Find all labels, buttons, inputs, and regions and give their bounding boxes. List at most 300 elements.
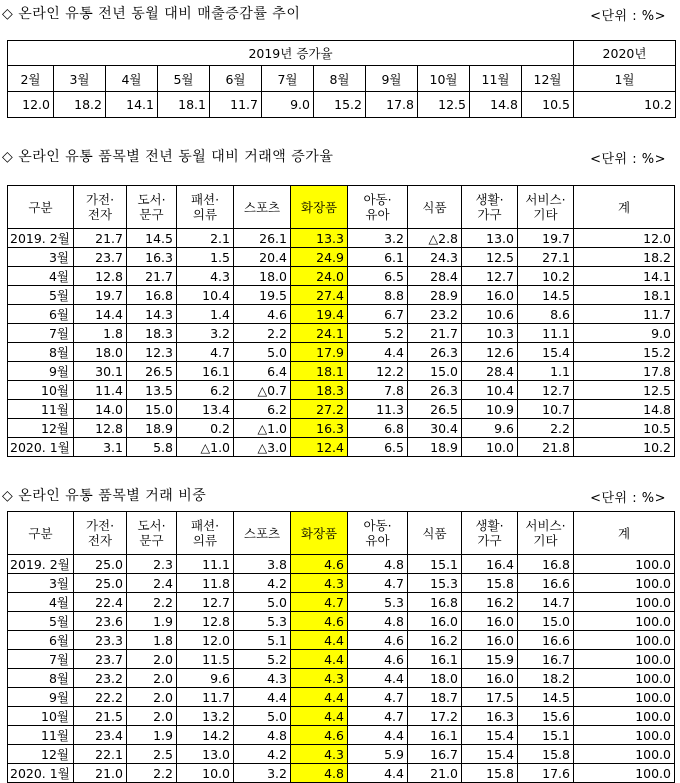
column-header: 도서· 문구 — [127, 186, 177, 229]
cell-value: 4.6 — [291, 555, 348, 574]
cell-value: 15.0 — [518, 612, 574, 631]
cell-value: 4.4 — [348, 726, 408, 745]
cell-value: 5.2 — [234, 650, 291, 669]
cell-value: 4.4 — [291, 688, 348, 707]
cell-value: 4.3 — [177, 267, 234, 286]
cell-value: 4.4 — [348, 343, 408, 362]
cell-value: 16.2 — [408, 631, 462, 650]
cell-value: 18.3 — [127, 324, 177, 343]
cell-value: 6.8 — [348, 419, 408, 438]
table-row — [8, 650, 675, 669]
column-header: 서비스· 기타 — [518, 186, 574, 229]
cell-value: 17.6 — [518, 764, 574, 783]
column-header: 계 — [574, 512, 675, 555]
cell-value: 13.2 — [177, 707, 234, 726]
cell-value: 9.6 — [177, 669, 234, 688]
cell-value: 27.1 — [518, 248, 574, 267]
column-header: 서비스· 기타 — [518, 512, 574, 555]
cell-value: 17.2 — [408, 707, 462, 726]
cell-value: 21.0 — [408, 764, 462, 783]
section3-unit: <단위 : %> — [590, 491, 666, 506]
cell-value: 12.4 — [291, 438, 348, 457]
cell-value: 23.7 — [74, 248, 127, 267]
cell-value: 12.2 — [348, 362, 408, 381]
month-header: 7월 — [262, 66, 314, 92]
cell-value: 5.0 — [234, 593, 291, 612]
cell-value: 21.8 — [518, 438, 574, 457]
cell-value: 8.8 — [348, 286, 408, 305]
table-row — [8, 726, 675, 745]
cell-value: 30.1 — [74, 362, 127, 381]
growth-value: 14.8 — [470, 92, 522, 118]
cell-value: 2.5 — [127, 745, 177, 764]
column-header: 가전· 전자 — [74, 186, 127, 229]
cell-value: 18.9 — [127, 419, 177, 438]
row-label: 9월 — [8, 688, 74, 707]
cell-value: 3.2 — [348, 229, 408, 248]
cell-value: 100.0 — [574, 593, 675, 612]
year-2020-header: 2020년 — [574, 41, 676, 66]
cell-value: 2.3 — [127, 555, 177, 574]
cell-value: 100.0 — [574, 688, 675, 707]
cell-value: 4.8 — [348, 555, 408, 574]
column-header: 패션· 의류 — [177, 512, 234, 555]
table-row — [8, 707, 675, 726]
month-header: 2월 — [8, 66, 54, 92]
cell-value: 2.0 — [127, 707, 177, 726]
cell-value: 4.8 — [291, 764, 348, 783]
section2-unit: <단위 : %> — [590, 152, 666, 167]
cell-value: 23.4 — [74, 726, 127, 745]
cell-value: 10.9 — [462, 400, 518, 419]
cell-value: 4.7 — [291, 593, 348, 612]
table-row — [8, 229, 675, 248]
row-label: 9월 — [8, 362, 74, 381]
row-label: 8월 — [8, 669, 74, 688]
row-label: 12월 — [8, 419, 74, 438]
cell-value: 16.8 — [127, 286, 177, 305]
cell-value: 14.4 — [74, 305, 127, 324]
cell-value: 16.7 — [518, 650, 574, 669]
cell-value: △2.8 — [408, 229, 462, 248]
column-header: 스포츠 — [234, 512, 291, 555]
cell-value: 26.3 — [408, 381, 462, 400]
growth-value-2020: 10.2 — [574, 92, 676, 118]
cell-value: 10.3 — [462, 324, 518, 343]
cell-value: 0.2 — [177, 419, 234, 438]
cell-value: 16.0 — [408, 612, 462, 631]
cell-value: 4.6 — [291, 726, 348, 745]
cell-value: 5.1 — [234, 631, 291, 650]
cell-value: 3.2 — [177, 324, 234, 343]
cell-value: 21.7 — [408, 324, 462, 343]
cell-value: 5.3 — [348, 593, 408, 612]
cell-value: 16.7 — [408, 745, 462, 764]
cell-value: 18.1 — [291, 362, 348, 381]
cell-value: 15.0 — [408, 362, 462, 381]
table-row — [8, 248, 675, 267]
cell-value: 14.5 — [518, 688, 574, 707]
cell-value: 10.4 — [462, 381, 518, 400]
month-header: 5월 — [158, 66, 210, 92]
cell-value: 4.6 — [348, 631, 408, 650]
cell-value: 16.1 — [177, 362, 234, 381]
cell-value: 4.3 — [291, 669, 348, 688]
cell-value: 18.3 — [291, 381, 348, 400]
cell-value: 26.3 — [408, 343, 462, 362]
cell-value: 100.0 — [574, 650, 675, 669]
cell-value: 25.0 — [74, 574, 127, 593]
cell-value: 100.0 — [574, 631, 675, 650]
column-header: 계 — [574, 186, 675, 229]
cell-value: 6.4 — [234, 362, 291, 381]
cell-value: 5.0 — [234, 707, 291, 726]
cell-value: 14.2 — [177, 726, 234, 745]
cell-value: 20.4 — [234, 248, 291, 267]
cell-value: 28.4 — [408, 267, 462, 286]
cell-value: 10.5 — [574, 419, 675, 438]
cell-value: 2.0 — [127, 669, 177, 688]
cell-value: 12.7 — [177, 593, 234, 612]
cell-value: 19.4 — [291, 305, 348, 324]
cell-value: 28.4 — [462, 362, 518, 381]
row-label: 8월 — [8, 343, 74, 362]
cell-value: 4.2 — [234, 574, 291, 593]
table-row — [8, 669, 675, 688]
cell-value: 1.1 — [518, 362, 574, 381]
cell-value: 22.1 — [74, 745, 127, 764]
cell-value: 16.8 — [518, 555, 574, 574]
cell-value: 1.4 — [177, 305, 234, 324]
cell-value: 1.9 — [127, 726, 177, 745]
cell-value: △1.0 — [234, 419, 291, 438]
cell-value: 15.3 — [408, 574, 462, 593]
growth-trend-table — [7, 40, 676, 118]
cell-value: 2.0 — [127, 688, 177, 707]
cell-value: 25.0 — [74, 555, 127, 574]
section1-title: ◇ 온라인 유통 전년 동월 대비 매출증감률 추이 — [2, 6, 301, 22]
month-header: 11월 — [470, 66, 522, 92]
cell-value: 4.4 — [348, 764, 408, 783]
growth-value: 18.2 — [54, 92, 106, 118]
cell-value: 23.2 — [408, 305, 462, 324]
growth-value: 10.5 — [522, 92, 574, 118]
growth-value: 18.1 — [158, 92, 210, 118]
cell-value: 14.8 — [574, 400, 675, 419]
cell-value: 100.0 — [574, 707, 675, 726]
cell-value: 15.8 — [518, 745, 574, 764]
cell-value: 11.7 — [177, 688, 234, 707]
table-row — [8, 267, 675, 286]
cell-value: 4.6 — [348, 650, 408, 669]
cell-value: 16.0 — [462, 612, 518, 631]
cell-value: 5.3 — [234, 612, 291, 631]
cell-value: 5.9 — [348, 745, 408, 764]
cell-value: 10.0 — [462, 438, 518, 457]
cell-value: 19.7 — [518, 229, 574, 248]
cell-value: 16.1 — [408, 650, 462, 669]
cell-value: 4.8 — [234, 726, 291, 745]
column-header: 생활· 가구 — [462, 186, 518, 229]
cell-value: 6.5 — [348, 267, 408, 286]
growth-value: 14.1 — [106, 92, 158, 118]
cell-value: 4.4 — [291, 650, 348, 669]
cell-value: 4.2 — [234, 745, 291, 764]
row-label: 10월 — [8, 707, 74, 726]
month-header: 10월 — [418, 66, 470, 92]
column-header: 스포츠 — [234, 186, 291, 229]
cell-value: 4.8 — [348, 612, 408, 631]
cell-value: 6.7 — [348, 305, 408, 324]
cell-value: 16.8 — [408, 593, 462, 612]
row-label: 2019. 2월 — [8, 229, 74, 248]
cell-value: 15.8 — [462, 574, 518, 593]
cell-value: 16.6 — [518, 631, 574, 650]
cell-value: 13.5 — [127, 381, 177, 400]
column-header: 식품 — [408, 512, 462, 555]
month-header: 6월 — [210, 66, 262, 92]
table-row — [8, 286, 675, 305]
cell-value: 17.5 — [462, 688, 518, 707]
cell-value: 16.0 — [462, 631, 518, 650]
column-header-label: 구분 — [8, 186, 74, 229]
cell-value: 23.7 — [74, 650, 127, 669]
column-header: 가전· 전자 — [74, 512, 127, 555]
cell-value: 27.2 — [291, 400, 348, 419]
cell-value: 3.8 — [234, 555, 291, 574]
cell-value: 12.5 — [462, 248, 518, 267]
cell-value: 2.2 — [234, 324, 291, 343]
row-label: 2020. 1월 — [8, 764, 74, 783]
cell-value: 15.8 — [462, 764, 518, 783]
cell-value: 24.1 — [291, 324, 348, 343]
cell-value: 12.0 — [574, 229, 675, 248]
cell-value: 12.3 — [127, 343, 177, 362]
month-header: 8월 — [314, 66, 366, 92]
cell-value: 5.2 — [348, 324, 408, 343]
table-row — [8, 555, 675, 574]
cell-value: 15.4 — [462, 726, 518, 745]
growth-value: 12.0 — [8, 92, 54, 118]
cell-value: 11.1 — [518, 324, 574, 343]
table-row — [8, 324, 675, 343]
cell-value: 14.0 — [74, 400, 127, 419]
cell-value: 22.4 — [74, 593, 127, 612]
cell-value: 18.0 — [74, 343, 127, 362]
cell-value: 17.9 — [291, 343, 348, 362]
cell-value: 100.0 — [574, 726, 675, 745]
row-label: 11월 — [8, 400, 74, 419]
cell-value: 26.5 — [408, 400, 462, 419]
cell-value: 10.2 — [518, 267, 574, 286]
cell-value: 100.0 — [574, 612, 675, 631]
row-label: 2019. 2월 — [8, 555, 74, 574]
growth-value: 9.0 — [262, 92, 314, 118]
cell-value: 2.1 — [177, 229, 234, 248]
section2-title: ◇ 온라인 유통 품목별 전년 동월 대비 거래액 증가율 — [2, 149, 334, 165]
cell-value: 30.4 — [408, 419, 462, 438]
cell-value: 10.7 — [518, 400, 574, 419]
month-header: 12월 — [522, 66, 574, 92]
cell-value: 21.5 — [74, 707, 127, 726]
cell-value: 13.3 — [291, 229, 348, 248]
cell-value: 26.5 — [127, 362, 177, 381]
cell-value: 27.4 — [291, 286, 348, 305]
cell-value: 6.1 — [348, 248, 408, 267]
table-row — [8, 362, 675, 381]
cell-value: 100.0 — [574, 555, 675, 574]
month-header: 3월 — [54, 66, 106, 92]
table-row — [8, 343, 675, 362]
cell-value: 16.3 — [127, 248, 177, 267]
cell-value: 2.0 — [127, 650, 177, 669]
row-label: 7월 — [8, 650, 74, 669]
cell-value: 11.5 — [177, 650, 234, 669]
table-row — [8, 419, 675, 438]
cell-value: △0.7 — [234, 381, 291, 400]
growth-value: 15.2 — [314, 92, 366, 118]
section3-title: ◇ 온라인 유통 품목별 거래 비중 — [2, 488, 207, 504]
growth-value: 12.5 — [418, 92, 470, 118]
cell-value: △3.0 — [234, 438, 291, 457]
cell-value: 6.2 — [177, 381, 234, 400]
column-header: 생활· 가구 — [462, 512, 518, 555]
cell-value: 10.2 — [574, 438, 675, 457]
cell-value: 19.5 — [234, 286, 291, 305]
cell-value: 4.3 — [291, 745, 348, 764]
table-row — [8, 400, 675, 419]
cell-value: 28.9 — [408, 286, 462, 305]
row-label: 4월 — [8, 267, 74, 286]
cell-value: 16.0 — [462, 669, 518, 688]
cell-value: 6.2 — [234, 400, 291, 419]
cell-value: 16.3 — [462, 707, 518, 726]
cell-value: 13.0 — [177, 745, 234, 764]
column-header: 식품 — [408, 186, 462, 229]
column-header: 화장품 — [291, 512, 348, 555]
table-row — [8, 745, 675, 764]
cell-value: 21.0 — [74, 764, 127, 783]
cell-value: 15.1 — [518, 726, 574, 745]
cell-value: 4.3 — [291, 574, 348, 593]
cell-value: 18.9 — [408, 438, 462, 457]
table-row — [8, 593, 675, 612]
cell-value: 18.2 — [574, 248, 675, 267]
cell-value: 26.1 — [234, 229, 291, 248]
cell-value: 16.3 — [291, 419, 348, 438]
cell-value: 12.8 — [74, 267, 127, 286]
cell-value: 100.0 — [574, 764, 675, 783]
cell-value: 18.2 — [518, 669, 574, 688]
cell-value: 12.8 — [74, 419, 127, 438]
cell-value: 4.6 — [234, 305, 291, 324]
month-header: 9월 — [366, 66, 418, 92]
column-header: 패션· 의류 — [177, 186, 234, 229]
table-row — [8, 438, 675, 457]
column-header-label: 구분 — [8, 512, 74, 555]
cell-value: 4.4 — [291, 631, 348, 650]
growth-value: 17.8 — [366, 92, 418, 118]
cell-value: 7.8 — [348, 381, 408, 400]
cell-value: 14.3 — [127, 305, 177, 324]
cell-value: 100.0 — [574, 745, 675, 764]
cell-value: 18.0 — [408, 669, 462, 688]
cell-value: 18.7 — [408, 688, 462, 707]
cell-value: 100.0 — [574, 574, 675, 593]
cell-value: 3.2 — [234, 764, 291, 783]
cell-value: 4.4 — [234, 688, 291, 707]
cell-value: 23.3 — [74, 631, 127, 650]
cell-value: △1.0 — [177, 438, 234, 457]
cell-value: 3.1 — [74, 438, 127, 457]
cell-value: 4.6 — [291, 612, 348, 631]
cell-value: 2.2 — [127, 764, 177, 783]
row-label: 3월 — [8, 248, 74, 267]
cell-value: 12.0 — [177, 631, 234, 650]
cell-value: 2.2 — [518, 419, 574, 438]
cell-value: 14.5 — [518, 286, 574, 305]
cell-value: 16.0 — [462, 286, 518, 305]
cell-value: 18.0 — [234, 267, 291, 286]
section1-unit: <단위 : %> — [590, 9, 666, 24]
column-header: 화장품 — [291, 186, 348, 229]
table-row — [8, 631, 675, 650]
cell-value: 24.9 — [291, 248, 348, 267]
cell-value: 11.3 — [348, 400, 408, 419]
month-header: 4월 — [106, 66, 158, 92]
cell-value: 19.7 — [74, 286, 127, 305]
cell-value: 4.3 — [234, 669, 291, 688]
cell-value: 11.8 — [177, 574, 234, 593]
cell-value: 15.6 — [518, 707, 574, 726]
cell-value: 11.1 — [177, 555, 234, 574]
cell-value: 1.9 — [127, 612, 177, 631]
cell-value: 15.2 — [574, 343, 675, 362]
cell-value: 1.8 — [74, 324, 127, 343]
cell-value: 100.0 — [574, 669, 675, 688]
cell-value: 5.0 — [234, 343, 291, 362]
cell-value: 6.5 — [348, 438, 408, 457]
cell-value: 11.7 — [574, 305, 675, 324]
row-label: 7월 — [8, 324, 74, 343]
cell-value: 16.4 — [462, 555, 518, 574]
row-label: 10월 — [8, 381, 74, 400]
cell-value: 24.3 — [408, 248, 462, 267]
cell-value: 4.7 — [348, 688, 408, 707]
cell-value: 12.7 — [462, 267, 518, 286]
month-header-2020: 1월 — [574, 66, 676, 92]
cell-value: 23.6 — [74, 612, 127, 631]
cell-value: 4.4 — [348, 669, 408, 688]
growth-value: 11.7 — [210, 92, 262, 118]
cell-value: 13.0 — [462, 229, 518, 248]
cell-value: 12.6 — [462, 343, 518, 362]
table-row — [8, 688, 675, 707]
row-label: 11월 — [8, 726, 74, 745]
cell-value: 15.1 — [408, 555, 462, 574]
cell-value: 15.4 — [462, 745, 518, 764]
category-growth-table — [7, 185, 675, 457]
cell-value: 10.0 — [177, 764, 234, 783]
cell-value: 2.4 — [127, 574, 177, 593]
cell-value: 4.7 — [348, 574, 408, 593]
column-header: 아동· 유아 — [348, 512, 408, 555]
cell-value: 14.5 — [127, 229, 177, 248]
cell-value: 5.8 — [127, 438, 177, 457]
cell-value: 21.7 — [127, 267, 177, 286]
cell-value: 11.4 — [74, 381, 127, 400]
cell-value: 16.1 — [408, 726, 462, 745]
